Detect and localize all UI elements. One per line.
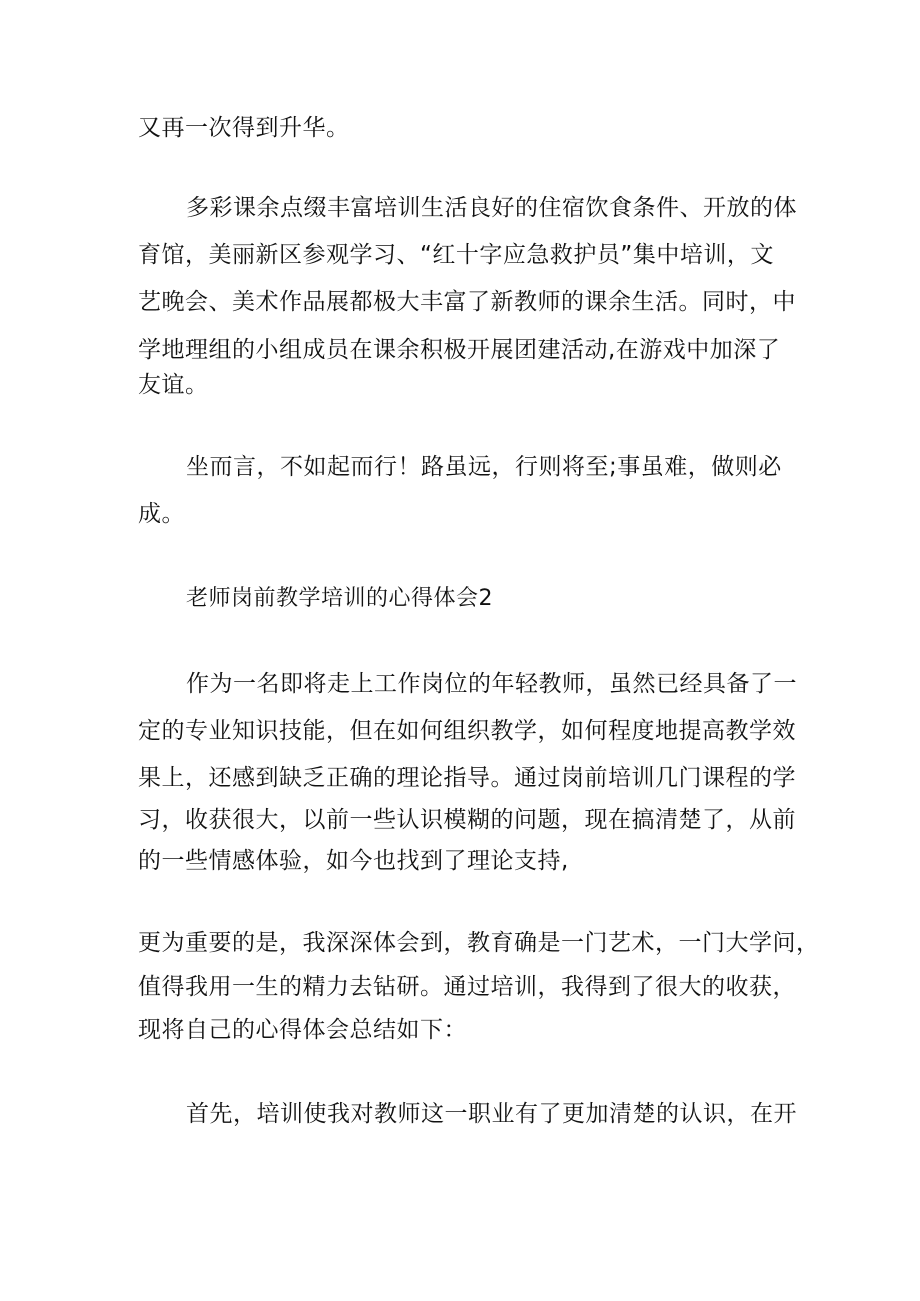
paragraph-6-line-1: 首先，培训使我对教师这一职业有了更加清楚的认识，在开 [186,1101,797,1127]
paragraph-2-line-5: 友谊。 [138,372,209,398]
paragraph-4-line-5: 的一些情感体验，如今也找到了理论支持, [138,848,569,874]
paragraph-4-line-2: 定的专业知识技能，但在如何组织教学，如何程度地提高教学效 [138,718,796,744]
paragraph-1-line-1: 又再一次得到升华。 [138,115,350,141]
paragraph-5-line-3: 现将自己的心得体会总结如下： [138,1017,467,1043]
paragraph-5-line-2: 值得我用一生的精力去钻研。通过培训，我得到了很大的收获， [138,974,796,1000]
paragraph-5-line-1: 更为重要的是，我深深体会到，教育确是一门艺术，一门大学问， [138,930,820,956]
paragraph-4-line-3: 果上，还感到缺乏正确的理论指导。通过岗前培训几门课程的学 [138,765,796,791]
paragraph-3-line-2: 成。 [138,501,185,527]
paragraph-4-line-4: 习，收获很大，以前一些认识模糊的问题，现在搞清楚了，从前 [138,807,796,833]
section-heading: 老师岗前教学培训的心得体会2 [186,586,493,611]
paragraph-2-line-1: 多彩课余点缀丰富培训生活良好的住宿饮食条件、开放的体 [186,195,797,221]
paragraph-2-line-4: 学地理组的小组成员在课余积极开展团建活动,在游戏中加深了 [138,337,781,363]
paragraph-4-line-1: 作为一名即将走上工作岗位的年轻教师，虽然已经具备了一 [186,671,797,697]
paragraph-2-line-3: 艺晚会、美术作品展都极大丰富了新教师的课余生活。同时，中 [138,289,796,315]
paragraph-2-line-2: 育馆，美丽新区参观学习、“红十字应急救护员”集中培训，文 [138,242,774,268]
paragraph-3-line-1: 坐而言，不如起而行！路虽远，行则将至;事虽难，做则必 [186,454,782,480]
